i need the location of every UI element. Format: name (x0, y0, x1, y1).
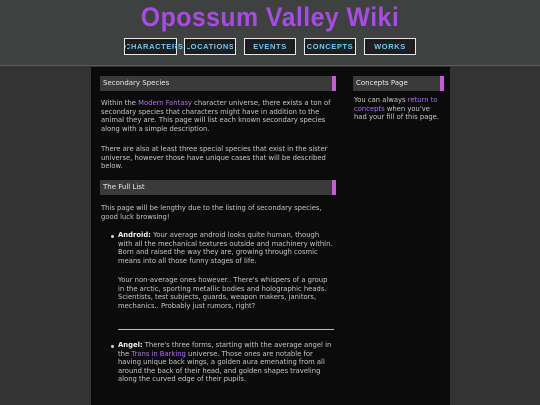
sidebar-header-concepts: Concepts Page (353, 76, 444, 91)
trans-in-barking-link[interactable]: Trans in Barking (131, 349, 186, 358)
android-term: Android: (118, 231, 151, 239)
angel-term: Angel: (118, 341, 143, 349)
return-to-concepts-link[interactable]: return to concepts (354, 96, 438, 113)
nav-characters[interactable]: CHARACTERS (124, 38, 177, 55)
special-species-paragraph: There are also at least three special species that exist in the sister universe, however those have unique cases that will be described below. (101, 145, 328, 171)
section-header-full-list: The Full List (100, 180, 336, 195)
nav-locations[interactable]: LOCATIONS (184, 38, 236, 55)
bullet-icon (111, 235, 114, 238)
nav-events[interactable]: EVENTS (244, 38, 296, 55)
modern-fantasy-link[interactable]: Modern Fantasy (138, 99, 192, 107)
section-header-secondary-species: Secondary Species (100, 76, 336, 91)
site-header (0, 0, 540, 66)
nav-concepts[interactable]: CONCEPTS (304, 38, 356, 55)
nav-works[interactable]: WORKS (364, 38, 416, 55)
list-intro-paragraph: This page will be lengthy due to the listing of secondary species, good luck browsing! (101, 204, 322, 221)
bullet-icon (111, 345, 114, 348)
android-entry-extra: Your non-average ones however.. There's whispers of a group in the arctic, sporting metallic bodies and holographic heads. Scientists, test subjects, guards, weapon makers, janitors, mechanics.. Probably just rumors, right? (118, 276, 328, 310)
divider (118, 329, 334, 330)
intro-paragraph: Within the Modern Fantasy character universe, there exists a ton of secondary species that characters might have in addition to the animal they are. This page will list each known secondary species along with a simple description. (101, 99, 331, 133)
main-content (91, 67, 450, 405)
sidebar-text: You can always return to concepts when you've had your fill of this page. (354, 96, 440, 122)
main-nav (0, 38, 540, 55)
site-title[interactable]: Opossum Valley Wiki (140, 2, 400, 32)
angel-entry: Angel: There's three forms, starting with the average angel in the Trans in Barking universe. Those ones are notable for having unique back wings, a golden aura emenating from all around the back of their head, and golden shapes traveling along the curved edge of their pupils. (118, 341, 332, 384)
android-entry: Android: Your average android looks quite human, though with all the mechanical textures outside and machinery within. Born and raised the way they are, growing through cosmic means into all those funny stages of life. (118, 231, 333, 265)
